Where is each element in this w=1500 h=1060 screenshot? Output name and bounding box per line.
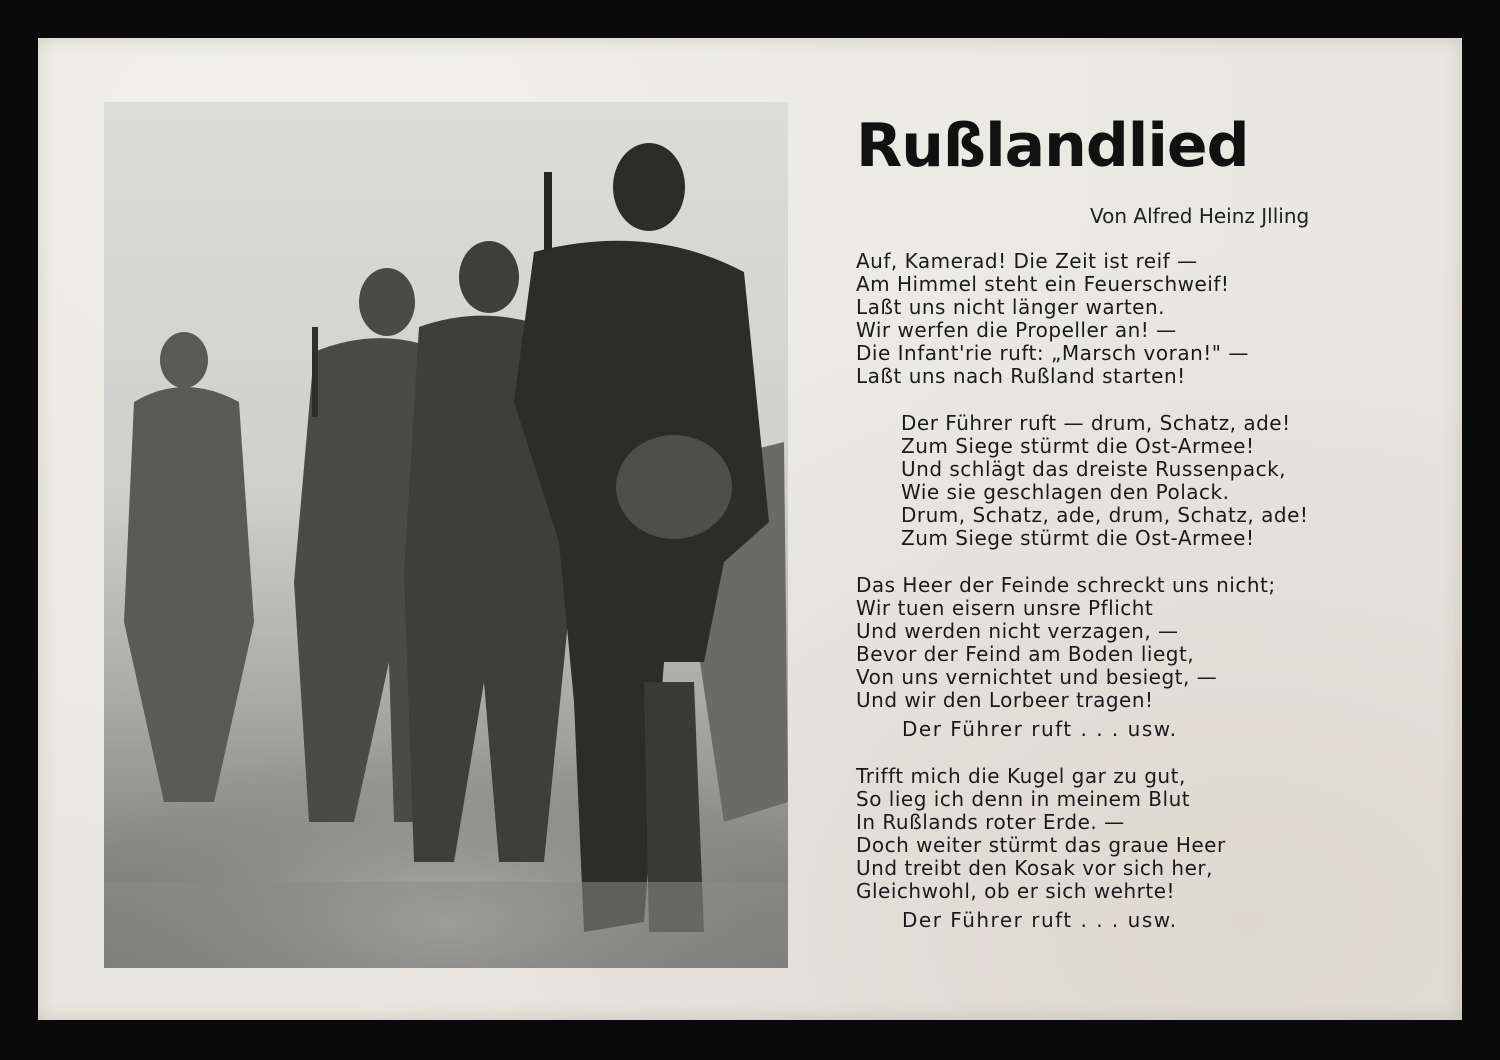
poem-text bbox=[856, 250, 1416, 956]
song-title: Rußlandlied bbox=[856, 111, 1249, 181]
poem-line: Zum Siege stürmt die Ost-Armee! bbox=[901, 434, 1255, 458]
poem-line: Das Heer der Feinde schreckt uns nicht; bbox=[856, 573, 1276, 597]
stanza bbox=[856, 574, 1416, 741]
poem-line: Gleichwohl, ob er sich wehrte! bbox=[856, 879, 1176, 903]
marching-soldiers-photo bbox=[104, 102, 788, 968]
poem-line: Auf, Kamerad! Die Zeit ist reif — bbox=[856, 249, 1198, 273]
poem-line: Wie sie geschlagen den Polack. bbox=[901, 480, 1230, 504]
refrain-line: Der Führer ruft . . . usw. bbox=[902, 908, 1178, 932]
poem-line: Am Himmel steht ein Feuerschweif! bbox=[856, 272, 1230, 296]
poem-line: Und treibt den Kosak vor sich her, bbox=[856, 856, 1213, 880]
postcard bbox=[38, 38, 1462, 1020]
poem-line: Wir werfen die Propeller an! — bbox=[856, 318, 1177, 342]
poem-line: Und wir den Lorbeer tragen! bbox=[856, 688, 1154, 712]
stanza bbox=[856, 250, 1416, 388]
author-credit: Von Alfred Heinz Jlling bbox=[1090, 204, 1310, 228]
poem-line: Laßt uns nicht länger warten. bbox=[856, 295, 1166, 319]
poem-line: Und schlägt das dreiste Russenpack, bbox=[901, 457, 1287, 481]
poem-line: Doch weiter stürmt das graue Heer bbox=[856, 833, 1226, 857]
poem-line: Die Infant'rie ruft: „Marsch voran!" — bbox=[856, 341, 1249, 365]
refrain-line: Der Führer ruft . . . usw. bbox=[902, 717, 1178, 741]
poem-line: Laßt uns nach Rußland starten! bbox=[856, 364, 1186, 388]
poem-line: Bevor der Feind am Boden liegt, bbox=[856, 642, 1195, 666]
poem-line: Von uns vernichtet und besiegt, — bbox=[856, 665, 1218, 689]
poem-line: In Rußlands roter Erde. — bbox=[856, 810, 1125, 834]
poem-line: Der Führer ruft — drum, Schatz, ade! bbox=[901, 411, 1291, 435]
refrain-stanza bbox=[856, 412, 1416, 550]
poem-line: Und werden nicht verzagen, — bbox=[856, 619, 1179, 643]
poem-line: So lieg ich denn in meinem Blut bbox=[856, 787, 1191, 811]
poem-line: Trifft mich die Kugel gar zu gut, bbox=[856, 764, 1186, 788]
poem-line: Zum Siege stürmt die Ost-Armee! bbox=[901, 526, 1255, 550]
poem-line: Drum, Schatz, ade, drum, Schatz, ade! bbox=[901, 503, 1309, 527]
poem-line: Wir tuen eisern unsre Pflicht bbox=[856, 596, 1154, 620]
stanza bbox=[856, 765, 1416, 932]
